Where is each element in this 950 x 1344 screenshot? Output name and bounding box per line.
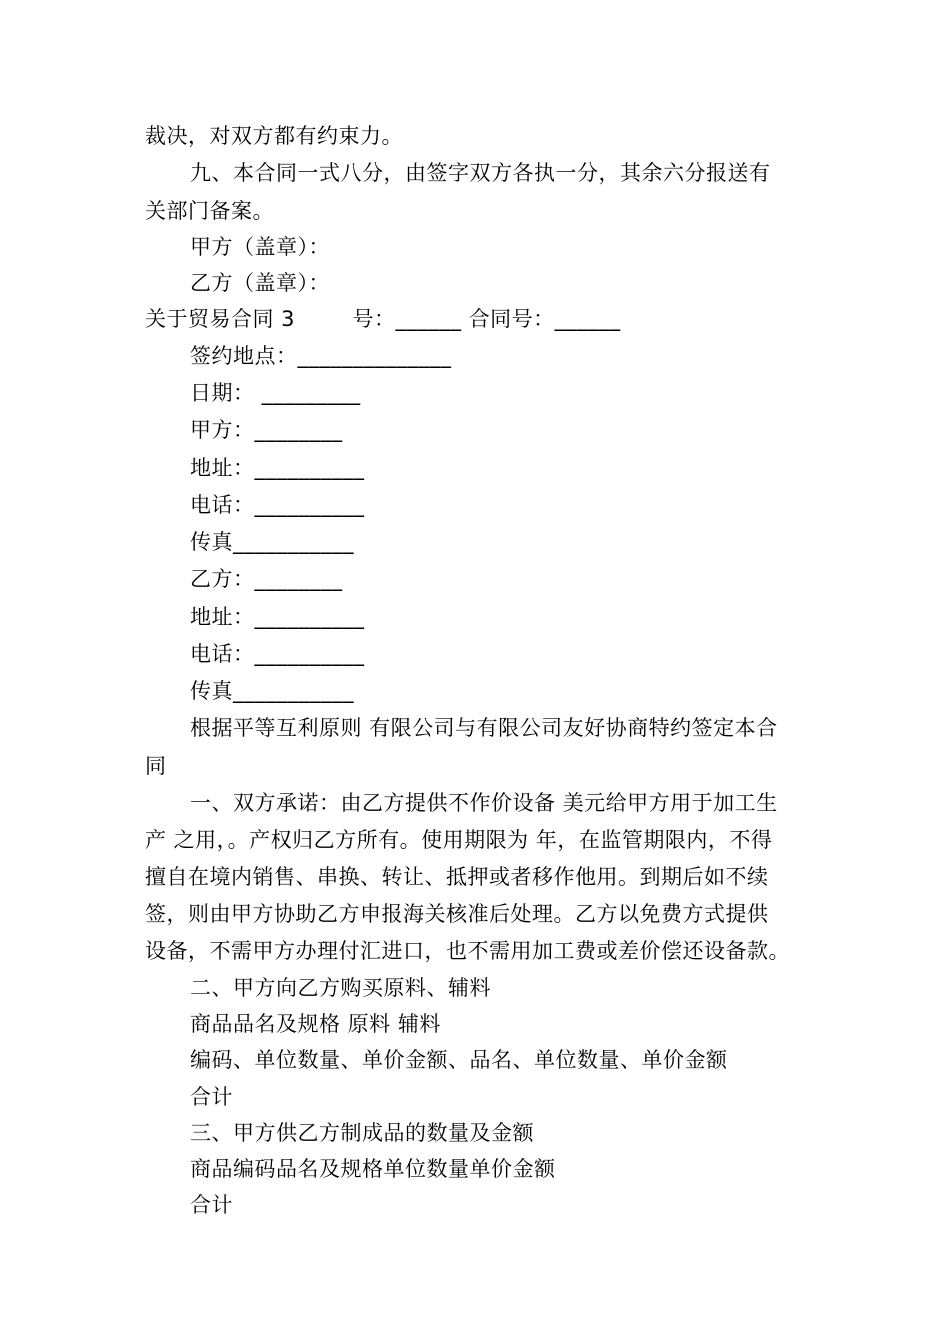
- text-line: 合计: [190, 1085, 233, 1109]
- text-line: 地址：__________: [190, 605, 365, 629]
- text-line: 根据平等互利原则 有限公司与有限公司友好协商特约签定本合: [190, 716, 778, 740]
- text-line: 签，则由甲方协助乙方申报海关核准后处理。乙方以免费方式提供: [145, 902, 769, 926]
- text-line: 关部门备案。: [145, 199, 274, 223]
- text-line: 二、甲方向乙方购买原料、辅料: [190, 976, 491, 1000]
- text-line: 电话：__________: [190, 642, 365, 666]
- text-line: 九、本合同一式八分，由签字双方各执一分，其余六分报送有: [190, 161, 771, 185]
- text-line: 商品编码品名及规格单位数量单价金额: [190, 1157, 556, 1181]
- text-line: 乙方（盖章）：: [190, 271, 330, 295]
- text-line: 地址：__________: [190, 456, 365, 480]
- text-line: 电话：__________: [190, 493, 365, 517]
- text-line: 乙方：________: [190, 567, 343, 591]
- text-line: 编码、单位数量、单价金额、品名、单位数量、单价金额: [190, 1048, 728, 1072]
- text-line: 甲方（盖章）：: [190, 235, 330, 259]
- text-line: 甲方：________: [190, 418, 343, 442]
- text-line: 产 之用，。产权归乙方所有。使用期限为 年，在监管期限内，不得: [145, 828, 773, 852]
- text-line: 同: [145, 754, 167, 778]
- text-line: 裁决，对双方都有约束力。: [145, 124, 403, 148]
- text-line: 商品品名及规格 原料 辅料: [190, 1012, 441, 1036]
- text-line: 日期： _________: [190, 381, 361, 405]
- text-line: 擅自在境内销售、串换、转让、抵押或者移作他用。到期后如不续: [145, 865, 769, 889]
- text-line: 签约地点：______________: [190, 344, 452, 368]
- text-line: 传真___________: [190, 530, 354, 554]
- text-line: 设备，不需甲方办理付汇进口，也不需用加工费或差价偿还设备款。: [145, 939, 790, 963]
- text-line: 传真___________: [190, 679, 354, 703]
- text-line: 一、双方承诺：由乙方提供不作价设备 美元给甲方用于加工生: [190, 791, 778, 815]
- text-line: 三、甲方供乙方制成品的数量及金额: [190, 1121, 534, 1145]
- text-line: 关于贸易合同 3 号：______ 合同号：______: [145, 307, 621, 331]
- text-line: 合计: [190, 1193, 233, 1217]
